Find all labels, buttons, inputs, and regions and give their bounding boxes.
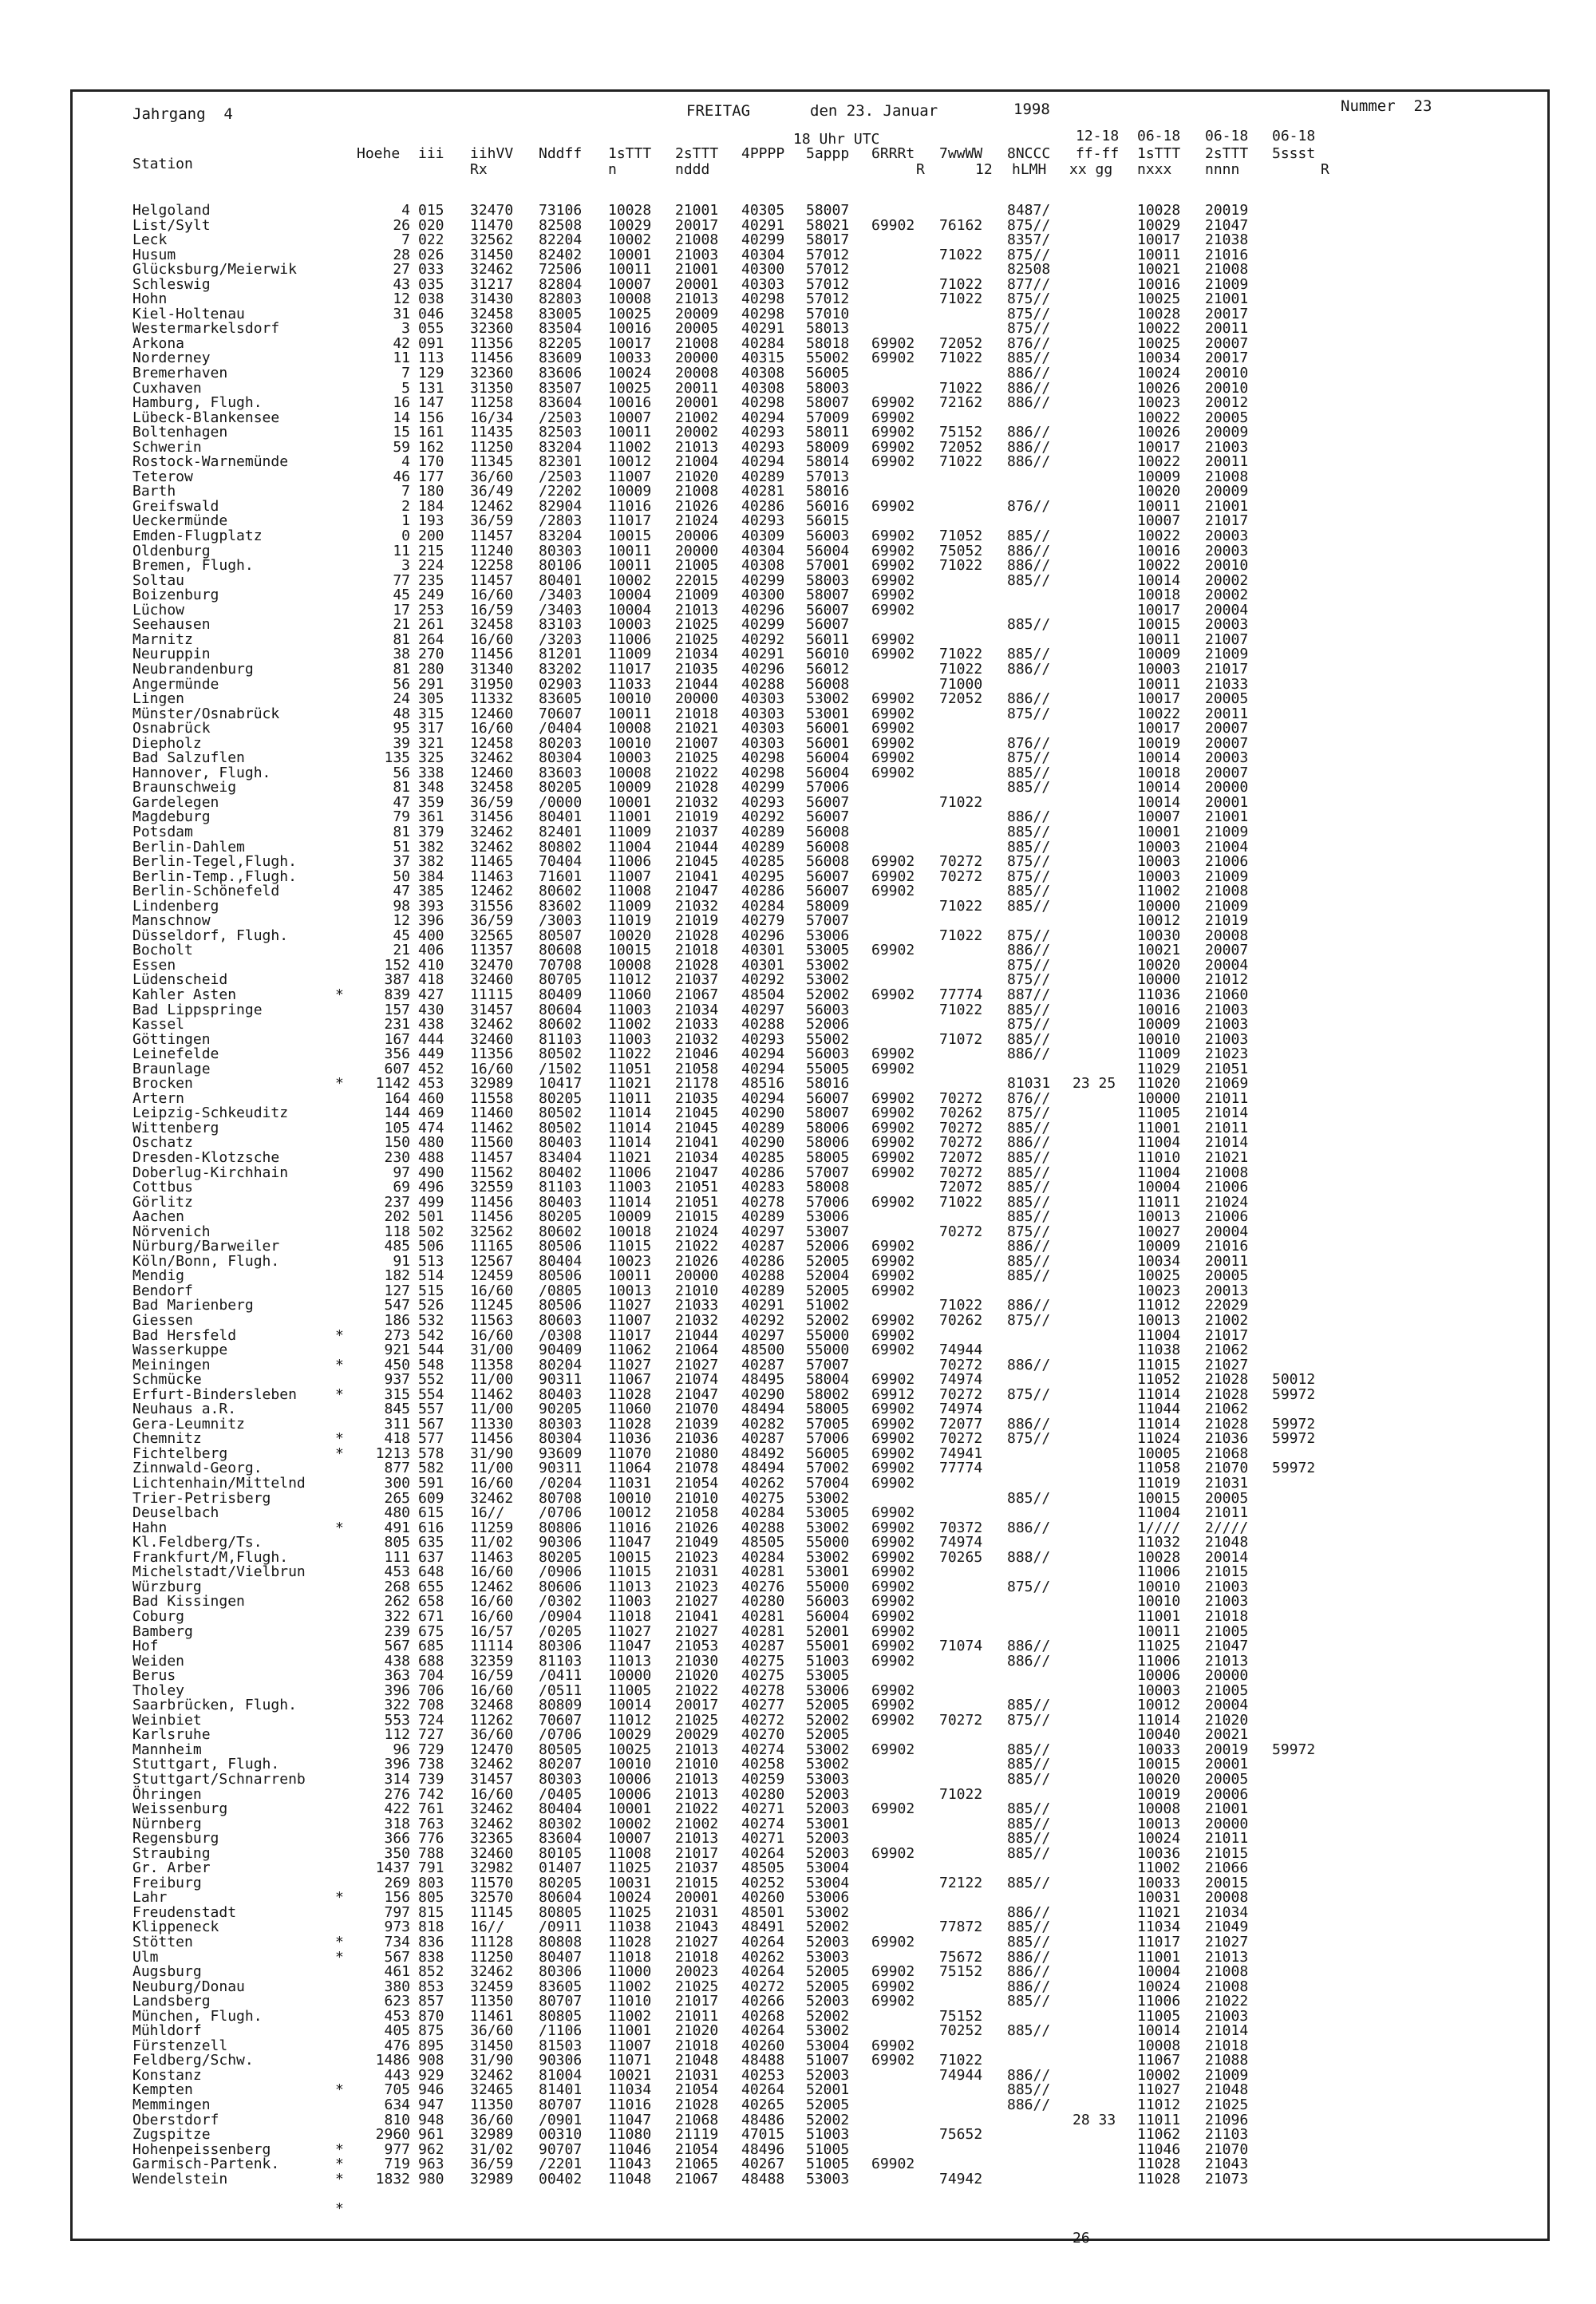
header-7wwww: 7wwWW <box>939 145 983 162</box>
mountain-station-markers: * * * * * * * * * * * * * * * * <box>335 986 344 2217</box>
pressure-tendency-column: 58007 58021 58017 57012 57012 57012 57012 57010 58013 58018 55002 56005 58003 58007 57009 58011 58009 58014 57013 58016 56016 56015 56003 56004 57001 58003 58007 56007 56007 56011 56010 56012 56008 53002 53001 56001 56001 56004 56004 57006 56007 56007 56008 56008 56008 56007 56007 58009 57007 53006 53005 53002 53002 52002 56003 52006 55002 56003 55005 58016 56007 58007 58006 58006 58005 57007 58008 57006 53006 53007 52006 52005 52004 52005 51002 52002 55000 55000 57007 58004 58002 58005 57005 57006 56005 57002 57004 53002 53005 53002 55000 53002 53001 55000 56003 56004 52001 55001 51003 53005 53006 52005 52002 52005 53002 53002 53003 52003 52003 53001 52003 52003 53004 53004 53006 53002 52002 52003 53003 52005 52005 52003 52002 53002 53004 51007 52003 52001 52005 52002 51003 51005 51005 53003 <box>806 202 850 2187</box>
header-6rrrt: 6RRRt <box>871 145 915 162</box>
header-station: Station <box>132 156 193 172</box>
header-8nccc: 8NCCC <box>1007 145 1051 162</box>
height-column: 4 26 7 28 27 43 12 31 3 42 11 7 5 16 14 15 59 4 46 7 2 1 0 11 3 77 45 17 21 81 38 81 56 24 48 95 39 135 56 81 47 79 81 51 37 50 47 98 12 45 21 152 387 839 157 231 167 356 607 1142 164 144 105 150 230 97 69 237 202 118 485 91 182 127 547 186 273 921 450 937 315 845 311 418 1213 877 300 265 480 491 805 111 453 268 262 322 239 567 438 363 396 322 553 112 96 396 314 276 422 318 366 350 1437 269 156 797 973 734 567 461 380 623 453 405 476 1486 443 705 634 810 2960 977 719 1832 <box>375 202 410 2187</box>
header-5ssst: 5ssst <box>1272 145 1316 162</box>
header-7wwww-sub: 12 <box>975 161 993 178</box>
header-2sttt: 2sTTT <box>675 145 719 162</box>
header-t1-sub: nxxx <box>1137 161 1172 178</box>
header-1sttt-sub: n <box>608 161 617 178</box>
header-ff-range: 12-18 <box>1076 128 1120 144</box>
dewpoint-group-column: 21001 20017 21008 21003 21001 20001 21013 20009 20005 21008 20000 20008 20011 20001 21002 20002 21013 21004 21020 21008 21026 21024 20006 20000 21005 22015 21009 21013 21025 21025 21034 21035 21044 20000 21018 21021 21007 21025 21022 21028 21032 21019 21037 21044 21045 21041 21047 21032 21019 21028 21018 21028 21037 21067 21034 21033 21032 21046 21058 21178 21035 21045 21045 21041 21034 21047 21051 21051 21015 21024 21022 21026 20000 21010 21033 21032 21044 21064 21027 21074 21047 21070 21039 21036 21080 21078 21054 21010 21058 21026 21049 21023 21031 21023 21027 21041 21027 21053 21030 21020 21022 20017 21025 20029 21013 21010 21013 21013 21022 21002 21013 21017 21037 21015 20001 21031 21043 21027 21018 20023 21025 21017 21011 21020 21018 21048 21031 21054 21028 21068 21119 21054 21065 21067 <box>675 202 719 2187</box>
iihvv-column: 32470 11470 32562 31450 32462 31217 31430 32458 32360 11356 11456 32360 31350 11258 16/34 11435 11250 11345 36/60 36/49 12462 36/59 11457 11240 12258 11457 16/60 16/59 32458 16/60 11456 31340 31950 11332 12460 16/60 12458 32462 12460 32458 36/59 31456 32462 32462 11465 11463 12462 31556 36/59 32565 11357 32470 32460 11115 31457 32462 32460 11356 16/60 32989 11558 11460 11462 11560 11457 11562 32559 11456 11456 32562 11165 12567 12459 16/60 11245 11563 16/60 31/00 11358 11/00 11462 11/00 11330 11456 31/90 11/00 16/60 32462 16// 11259 11/02 11463 16/60 12462 16/60 16/60 16/57 11114 32359 16/59 16/60 32468 11262 36/60 12470 32462 31457 16/60 32462 32462 32365 32460 32982 11570 32570 11145 16// 11128 11250 32462 32459 11350 11461 36/60 31450 31/90 32462 32465 11350 36/60 32989 31/02 36/59 32989 <box>470 202 514 2187</box>
header-iihvv-sub: Rx <box>470 161 488 178</box>
header-t2: 2sTTT <box>1205 145 1249 162</box>
max-temperature-column: 10028 10029 10017 10011 10021 10016 10025 10028 10022 10025 10034 10024 10026 10023 10022 10026 10017 10022 10009 10020 10011 10007 10022 10016 10022 10014 10018 10017 10015 10011 10009 10003 10011 10017 10022 10017 10019 10014 10018 10014 10014 10007 10001 10003 10003 10003 11002 10000 10012 10030 10021 10020 10000 11036 10016 10009 10010 11009 11029 11020 10000 11005 11001 11004 11010 11004 10004 11011 10013 10027 10009 10034 10025 10023 11012 10013 11004 11038 11015 11052 11014 11044 11014 11024 10005 11058 11019 10015 11004 1//// 11032 10028 11006 10010 10010 11001 10011 11025 11006 10006 10003 10012 11014 10040 10033 10015 10020 10019 10008 10013 10024 10036 11002 10033 10031 11021 11034 11017 11001 10004 10024 11006 11005 10014 10008 11067 10002 11027 11012 11011 11062 11046 11028 11028 <box>1137 202 1181 2187</box>
cloud-group-column: 8487/ 875// 8357/ 875// 82508 877// 875// 875// 875// 876// 885// 886// 886// 886// 886// 886// 886// 876// 885// 886// 886// 885// 885// 885// 886// 886// 875// 876// 875// 885// 885// 886// 885// 885// 875// 875// 885// 885// 875// 886// 875// 875// 887// 885// 875// 885// 886// 81031 876// 875// 885// 886// 885// 885// 885// 885// 885// 875// 886// 885// 885// 886// 875// 886// 875// 886// 875// 885// 886// 888// 875// 886// 886// 885// 875// 885// 885// 885// 885// 885// 885// 885// 885// 886// 885// 885// 886// 886// 886// 885// 885// 886// 885// 886// <box>1007 202 1051 2113</box>
nddff-column: 73106 82508 82204 82402 72506 82804 82803 83005 83504 82205 83609 83606 83507 83604 /2503 82503 83204 82301 /2503 /2202 82904 /2803 83204 80303 80106 80401 /3403 /3403 83103 /3203 81201 83202 02903 83605 70607 /0404 80203 80304 83603 80205 /0000 80401 82401 80802 70404 71601 80602 83602 /3003 80507 80608 70708 80705 80409 80604 80602 81103 80502 /1502 10417 80205 80502 80502 80403 83404 80402 81103 80403 80205 80602 80506 80404 80506 /0805 80506 80603 /0308 90409 80204 90311 80403 90205 80303 80304 93609 90311 /0204 80708 /0706 80806 90306 80205 /0906 80606 /0302 /0904 /0205 80306 81103 /0411 /0511 80809 70607 /0706 80505 80207 80303 /0405 80404 80302 83604 80105 01407 80205 80604 80805 /0911 80808 80407 80306 83605 80707 80805 /1106 81503 90306 81004 81401 80707 /0901 00310 90707 /2201 00402 <box>539 202 583 2187</box>
station-names-column: Helgoland List/Sylt Leck Husum Glücksburg/Meierwik Schleswig Hohn Kiel-Holtenau Westermarkelsdorf Arkona Norderney Bremerhaven Cuxhaven Hamburg, Flugh. Lübeck-Blankensee Boltenhagen Schwerin Rostock-Warnemünde Teterow Barth Greifswald Ueckermünde Emden-Flugplatz Oldenburg Bremen, Flugh. Soltau Boizenburg Lüchow Seehausen Marnitz Neuruppin Neubrandenburg Angermünde Lingen Münster/Osnabrück Osnabrück Diepholz Bad Salzuflen Hannover, Flugh. Braunschweig Gardelegen Magdeburg Potsdam Berlin-Dahlem Berlin-Tegel,Flugh. Berlin-Temp.,Flugh. Berlin-Schönefeld Lindenberg Manschnow Düsseldorf, Flugh. Bocholt Essen Lüdenscheid Kahler Asten Bad Lippspringe Kassel Göttingen Leinefelde Braunlage Brocken Artern Leipzig-Schkeuditz Wittenberg Oschatz Dresden-Klotzsche Doberlug-Kirchhain Cottbus Görlitz Aachen Nörvenich Nürburg/Barweiler Köln/Bonn, Flugh. Mendig Bendorf Bad Marienberg Giessen Bad Hersfeld Wasserkuppe Meiningen Schmücke Erfurt-Bindersleben Neuhaus a.R. Gera-Leumnitz Chemnitz Fichtelberg Zinnwald-Georg. Lichtenhain/Mittelnd Trier-Petrisberg Deuselbach Hahn Kl.Feldberg/Ts. Frankfurt/M,Flugh. Michelstadt/Vielbrun Würzburg Bad Kissingen Coburg Bamberg Hof Weiden Berus Tholey Saarbrücken, Flugh. Weinbiet Karlsruhe Mannheim Stuttgart, Flugh. Stuttgart/Schnarrenb Öhringen Weissenburg Nürnberg Regensburg Straubing Gr. Arber Freiburg Lahr Freudenstadt Klippeneck Stötten Ulm Augsburg Neuburg/Donau Landsberg München, Flugh. Mühldorf Fürstenzell Feldberg/Schw. Konstanz Kempten Memmingen Oberstdorf Zugspitze Hohenpeissenberg Garmisch-Partenk. Wendelstein <box>132 202 306 2187</box>
issue-number: Nummer 23 <box>1341 97 1432 115</box>
header-ffff: ff-ff <box>1076 145 1120 162</box>
header-6rrrt-sub: R <box>916 161 925 178</box>
header-t1-range: 06-18 <box>1137 128 1181 144</box>
header-t2-range: 06-18 <box>1205 128 1249 144</box>
header-hoehe: Hoehe <box>357 145 401 162</box>
header-5appp: 5appp <box>806 145 850 162</box>
temperature-group-column: 10028 10029 10002 10001 10011 10007 10008 10025 10016 10017 10033 10024 10025 10016 10007 10011 11002 10012 11007 10009 11016 11017 10015 10011 10011 10002 10004 10004 10003 11006 11009 11017 11033 10010 10011 10008 10010 10003 10008 10009 10001 11001 11009 11004 11006 11007 11008 11009 11019 10020 10015 10008 11012 11060 11003 11002 11003 11022 11051 11021 11011 11014 11014 11014 11021 11006 11003 11014 10009 10018 11015 10023 10011 10013 11027 11007 11017 11062 11027 11067 11028 11060 11028 11036 11070 11064 11031 10010 10012 11016 11047 10015 11015 11013 11003 11018 11027 11047 11013 10000 11005 10014 11012 10029 10025 10010 10006 10006 10001 10002 10007 11008 11025 10031 10024 11025 11038 11028 11018 11000 11002 11010 11002 11001 11007 11071 10021 11034 11016 11047 11080 11046 11043 11048 <box>608 202 652 2187</box>
station-id-column: 015 020 022 026 033 035 038 046 055 091 113 129 131 147 156 161 162 170 177 180 184 193 200 215 224 235 249 253 261 264 270 280 291 305 315 317 321 325 338 348 359 361 379 382 382 384 385 393 396 400 406 410 418 427 430 438 444 449 452 453 460 469 474 480 488 490 496 499 501 502 506 513 514 515 526 532 542 544 548 552 554 557 567 577 578 582 591 609 615 616 635 637 648 655 658 671 675 685 688 704 706 708 724 727 729 738 739 742 761 763 776 788 791 803 805 815 818 836 838 852 853 857 870 875 895 908 929 946 947 948 961 962 963 980 <box>418 202 444 2187</box>
header-nddff: Nddff <box>539 145 583 162</box>
precipitation-group-column: 69902 69902 69902 69902 69902 69902 69902 69902 69902 69902 69902 69902 69902 69902 69902 69902 69902 69902 69902 69902 69902 69902 69902 69902 69902 69902 69902 69902 69902 69902 69902 69902 69902 69902 69902 69902 69902 69902 69902 69902 69902 69902 69902 69902 69902 69912 69902 69902 69902 69902 69902 69902 69902 69902 69902 69902 69902 69902 69902 69902 69902 69902 69902 69902 69902 69902 69902 69902 69902 69902 69902 69902 69902 69902 69902 69902 <box>871 216 915 2173</box>
volume-label: Jahrgang 4 <box>132 105 233 123</box>
gust-column: 23 25 28 33 26 <box>1073 1075 1116 2247</box>
header-1sttt: 1sTTT <box>608 145 652 162</box>
min-temperature-column: 20019 21047 21038 21016 21008 21009 21001 20017 20011 20007 20017 20010 20010 20012 20005 20009 21003 20011 21008 20009 21001 21017 20003 20003 20010 20002 20002 20004 20003 21007 21009 21017 21033 20005 20011 20007 20007 20003 20007 20000 20001 21001 21009 21004 21006 21009 21008 21009 21019 20008 20007 20004 21012 21060 21003 21003 21003 21023 21051 21069 21011 21014 21011 21014 21021 21008 21006 21024 21006 20004 21016 20011 20005 20013 22029 21002 21017 21062 21027 21028 21028 21062 21028 21036 21068 21070 21031 20005 21011 2//// 21048 20014 21015 21003 21003 21018 21005 21047 21013 20000 21005 20004 21020 20021 20019 20001 20005 20006 21001 20000 21011 21015 21066 20015 20008 21034 21049 21027 21013 21008 21008 21022 21003 21014 21018 21088 21009 21048 21025 21096 21103 21070 21043 21073 <box>1205 202 1249 2187</box>
header-utc: 18 Uhr UTC <box>793 131 880 148</box>
header-t2-sub: nnnn <box>1205 161 1240 178</box>
weekday: FREITAG <box>686 102 751 120</box>
header-s5-range: 06-18 <box>1272 128 1316 144</box>
sunshine-column: 50012 59972 59972 59972 59972 59972 <box>1272 1371 1316 1758</box>
header-4pppp: 4PPPP <box>741 145 785 162</box>
weather-group-column: 76162 71022 71022 71022 72052 71022 71022 72162 75152 72052 71022 71052 75052 71022 71022 71022 71000 72052 71022 70272 70272 71022 71022 77774 71022 71072 70272 70262 70272 70272 72072 70272 72072 71022 70272 71022 70262 74944 70272 74974 70272 74974 72077 70272 74941 77774 70372 74974 70265 71074 70272 71022 72122 77872 75672 75152 75152 70252 71022 74944 75652 74942 <box>939 216 983 2187</box>
issue-year: 1998 <box>1013 101 1050 118</box>
header-iihvv: iihVV <box>470 145 514 162</box>
issue-date: den 23. Januar <box>810 102 938 120</box>
header-2sttt-sub: nddd <box>675 161 710 178</box>
pressure-group-column: 40305 40291 40299 40304 40300 40303 40298 40298 40291 40284 40315 40308 40308 40298 40294 40293 40293 40294 40289 40281 40286 40293 40309 40304 40308 40299 40300 40296 40299 40292 40291 40296 40288 40303 40303 40303 40303 40298 40298 40299 40293 40292 40289 40289 40285 40295 40286 40284 40279 40296 40301 40301 40292 48504 40297 40288 40293 40294 40294 48516 40294 40290 40289 40290 40285 40286 40283 40278 40289 40297 40287 40286 40288 40289 40291 40292 40297 48500 40287 48495 40290 48494 40282 40287 48492 48494 40262 40275 40284 40288 48505 40284 40281 40276 40280 40281 40281 40287 40275 40275 40278 40277 40272 40270 40274 40258 40259 40280 40271 40274 40271 40264 48505 40252 40260 48501 48491 40264 40262 40264 40272 40266 40268 40264 40260 48488 40253 40264 40265 48486 47015 48496 40267 48488 <box>741 202 785 2187</box>
header-iii: iii <box>418 145 444 162</box>
header-5ssst-sub: R <box>1321 161 1329 178</box>
header-t1: 1sTTT <box>1137 145 1181 162</box>
header-8nccc-sub: hLMH <box>1012 161 1047 178</box>
header-ffff-sub: xx gg <box>1069 161 1113 178</box>
